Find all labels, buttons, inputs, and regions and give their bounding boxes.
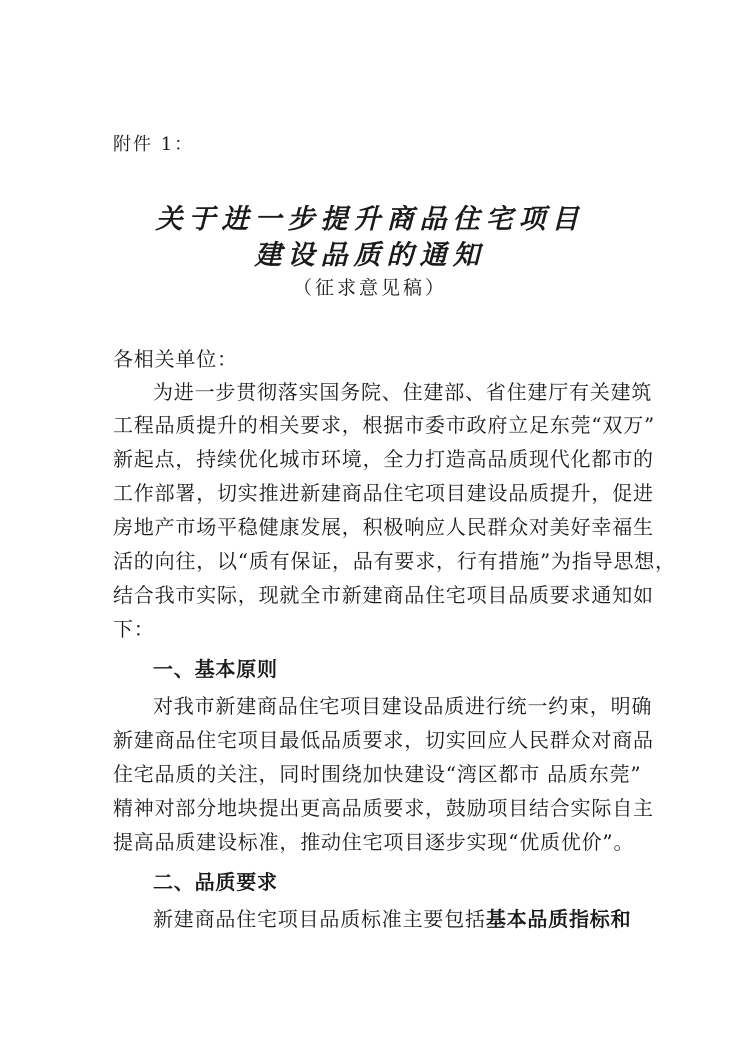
document-subtitle: （征求意见稿） bbox=[292, 277, 447, 299]
intro-line: 房地产市场平稳健康发展，积极响应人民群众对美好幸福生 bbox=[113, 515, 654, 539]
document-title-line2: 建设品质的通知 bbox=[254, 240, 486, 271]
section1-line: 新建商品住宅项目最低品质要求，切实回应人民群众对商品 bbox=[113, 728, 654, 752]
attachment-label: 附件 1： bbox=[113, 134, 195, 155]
section1-line: 精神对部分地块提出更高品质要求，鼓励项目结合实际自主 bbox=[113, 796, 654, 820]
section1-line: 对我市新建商品住宅项目建设品质进行统一约束，明确 bbox=[153, 694, 653, 718]
salutation: 各相关单位： bbox=[113, 347, 238, 371]
intro-line: 活的向往，以“质有保证，品有要求，行有措施”为指导思想， bbox=[113, 549, 676, 573]
section1-line: 提高品质建设标准，推动住宅项目逐步实现“优质优价”。 bbox=[113, 830, 635, 854]
intro-line: 工程品质提升的相关要求，根据市委市政府立足东莞“双万” bbox=[113, 413, 656, 437]
intro-line: 为进一步贯彻落实国务院、住建部、省住建厅有关建筑 bbox=[153, 380, 653, 404]
intro-line: 结合我市实际，现就全市新建商品住宅项目品质要求通知如 bbox=[113, 583, 654, 607]
intro-line: 下： bbox=[113, 617, 155, 641]
section2-line bbox=[153, 903, 631, 932]
section2-line-plain: 新建商品住宅项目品质标准主要包括 bbox=[153, 907, 486, 931]
section-heading-principles: 一、基本原则 bbox=[153, 657, 278, 681]
section1-line: 住宅品质的关注，同时围绕加快建设“湾区都市 品质东莞” bbox=[113, 762, 642, 786]
intro-line: 新起点，持续优化城市环境，全力打造高品质现代化都市的 bbox=[113, 447, 654, 471]
section-heading-quality: 二、品质要求 bbox=[153, 870, 278, 894]
document-title-line1: 关于进一步提升商品住宅项目 bbox=[155, 204, 585, 235]
section2-line-bold: 基本品质指标和 bbox=[485, 907, 632, 931]
intro-line: 工作部署，切实推进新建商品住宅项目建设品质提升，促进 bbox=[113, 481, 654, 505]
